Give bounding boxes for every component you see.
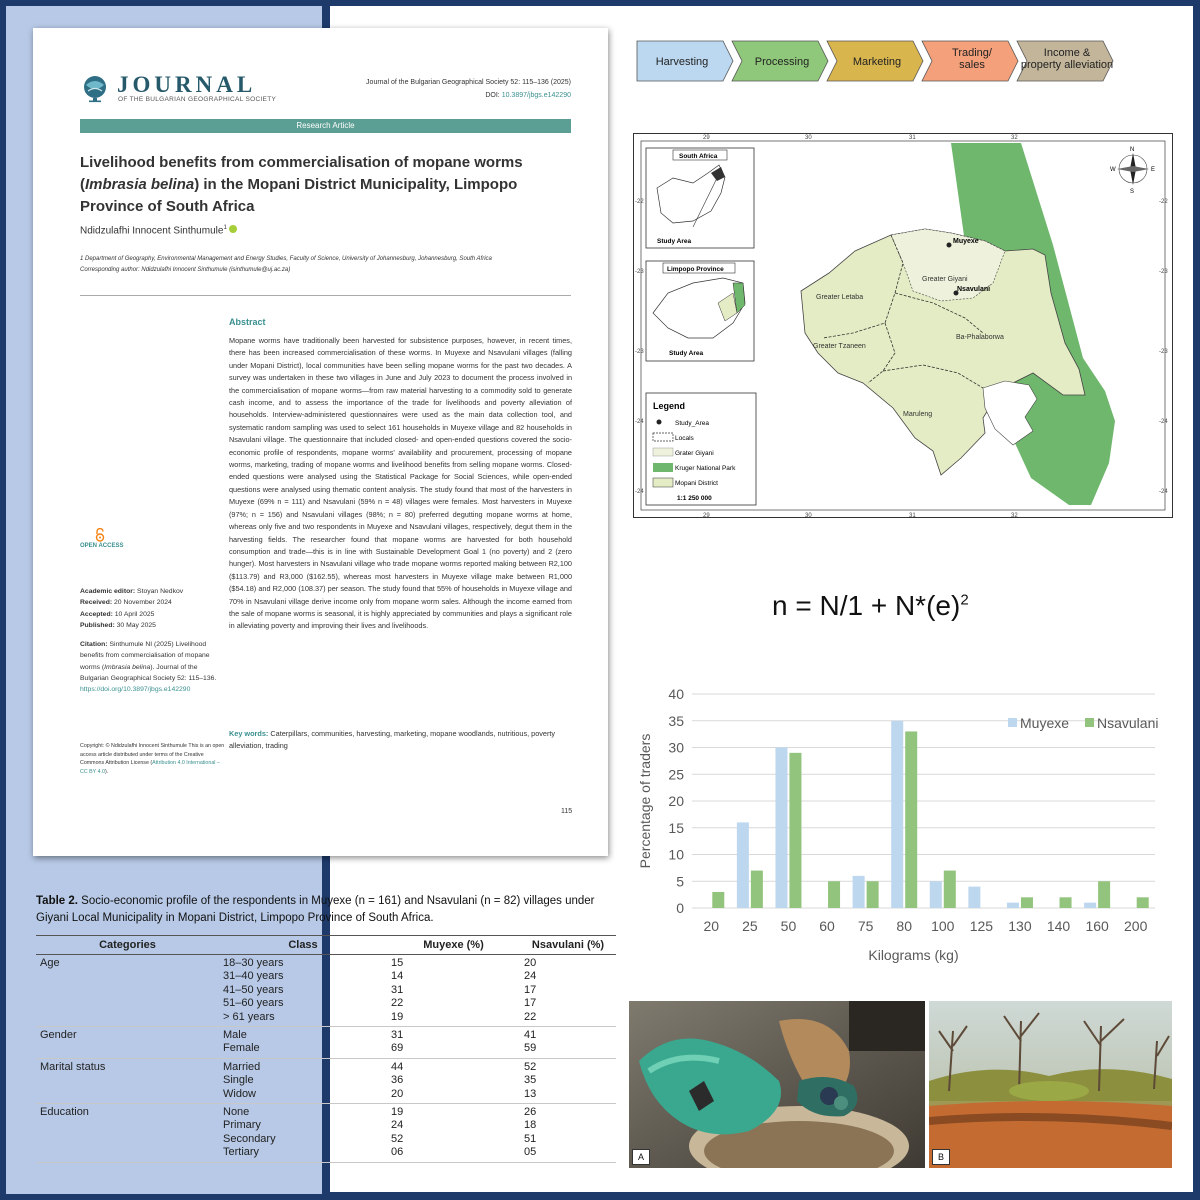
- class-cell-value: Male: [223, 1029, 247, 1042]
- study-site-muyexe-marker: [947, 243, 952, 248]
- muyexe-cell-value: 36: [391, 1074, 404, 1087]
- frame-border: [0, 0, 330, 6]
- place-label: Greater Giyani: [922, 276, 968, 283]
- lon-tick: 30: [805, 513, 812, 518]
- muyexe-cell-value: 44: [391, 1060, 404, 1073]
- title-text: ) in the Mopani District Municipality, Limpopo Province of South Africa: [80, 176, 518, 215]
- lat-tick: -24: [1159, 489, 1168, 495]
- legend-swatch: [1085, 718, 1094, 727]
- class-cell-value: Female: [223, 1042, 260, 1055]
- svg-text:S: S: [1130, 189, 1135, 195]
- nsavulani-cell-value: 17: [524, 983, 537, 996]
- muyexe-cell-value: 20: [391, 1087, 404, 1100]
- x-tick-label: 160: [1085, 918, 1109, 934]
- nsavulani-cell-value: 20: [524, 957, 537, 969]
- muyexe-cell-value: 31: [391, 1029, 404, 1042]
- flow-step-label: Marketing: [852, 56, 902, 68]
- globe-logo-icon: [80, 73, 110, 103]
- meta-label: Published:: [80, 621, 115, 629]
- nsavulani-cell-value: 24: [524, 970, 537, 983]
- y-tick-label: 10: [668, 846, 684, 863]
- x-tick-label: 25: [742, 918, 758, 934]
- meta-value: 10 April 2025: [114, 610, 155, 618]
- copyright-text: ).: [104, 768, 109, 775]
- place-label: Greater Tzaneen: [813, 343, 866, 350]
- photo-mopane-woodland: [929, 1001, 1172, 1168]
- class-cell-value: 41–50 years: [223, 983, 284, 996]
- bar-muyexe: [891, 721, 903, 908]
- journal-name: JOURNAL: [117, 72, 257, 97]
- legend-label: Grater Giyani: [675, 450, 714, 457]
- table-row: [36, 1058, 616, 1103]
- meta-label: Citation:: [80, 641, 108, 649]
- muyexe-cell-value: 06: [391, 1146, 404, 1159]
- frame-border: [1193, 0, 1200, 1200]
- doi-link[interactable]: 10.3897/jbgs.e142290: [501, 92, 571, 99]
- journal-subname: OF THE BULGARIAN GEOGRAPHICAL SOCIETY: [118, 96, 277, 103]
- nsavulani-cell-value: 18: [524, 1119, 537, 1132]
- y-tick-label: 0: [676, 900, 684, 916]
- meta-value: 20 November 2024: [114, 599, 172, 607]
- keywords-text: Caterpillars, communities, harvesting, marketing, mopane woodlands, nutritious, poverty alleviation, trading: [229, 729, 556, 750]
- flow-step-label: sales: [959, 59, 985, 71]
- citation-text: ). Journal of the Bulgarian Geographical Society 52: 115–136.: [80, 663, 217, 683]
- copyright-text: Copyright: © Ndidzulafhi Innocent Sinthumule This is an open access article distributed under terms of the Creative Commons Attribution License (: [80, 743, 225, 766]
- class-cell-value: Secondary: [223, 1132, 276, 1145]
- muyexe-cell: [387, 1104, 520, 1163]
- inset-title: Limpopo Province: [667, 266, 724, 273]
- bar-muyexe: [737, 822, 749, 908]
- value-chain-flow: [636, 40, 1166, 82]
- class-cell-value: 51–60 years: [223, 997, 284, 1010]
- lat-tick: -24: [635, 489, 644, 495]
- class-cell-value: Tertiary: [223, 1146, 260, 1159]
- orcid-icon[interactable]: [229, 225, 237, 233]
- citation-link[interactable]: https://doi.org/10.3897/jbgs.e142290: [80, 686, 191, 694]
- table-header: Muyexe (%): [387, 936, 520, 955]
- license-link[interactable]: Attribution 4.0 International – CC BY 4.0: [80, 760, 220, 775]
- photo-label: A: [632, 1149, 650, 1165]
- lat-tick: -23: [1159, 269, 1168, 275]
- nsavulani-cell-value: 51: [524, 1132, 537, 1145]
- legend-kruger-swatch: [653, 463, 673, 472]
- table-caption-text: Socio-economic profile of the respondents in Muyexe (n = 161) and Nsavulani (n = 82) villages under Giyani Local Municipality in Mopani District, Limpopo Province of South Africa.: [36, 895, 595, 924]
- muyexe-cell: [387, 1058, 520, 1103]
- divider: [80, 295, 571, 296]
- y-tick-label: 5: [676, 873, 684, 890]
- lon-tick: 32: [1011, 135, 1018, 141]
- lon-tick: 30: [805, 135, 812, 141]
- lon-tick: 31: [909, 135, 916, 141]
- y-tick-label: 20: [668, 793, 684, 809]
- flow-step-label: Trading/: [952, 47, 992, 59]
- open-access-icon: [95, 528, 105, 542]
- legend-label: Mopani District: [675, 480, 718, 487]
- traders-bar-chart: [620, 678, 1180, 968]
- formula-exponent: 2: [960, 591, 969, 609]
- legend-label: Kruger National Park: [675, 465, 736, 472]
- inset-limpopo-province: [646, 261, 754, 361]
- lon-tick: 29: [703, 513, 710, 518]
- y-tick-label: 30: [668, 739, 684, 756]
- bar-nsavulani: [1098, 881, 1110, 908]
- bar-muyexe: [853, 876, 865, 908]
- photo-degutting-worms: [629, 1001, 925, 1168]
- title-text: Livelihood benefits from commercialisation of mopane worms (: [80, 154, 523, 193]
- nsavulani-cell-value: 52: [524, 1060, 537, 1073]
- citation-text: Sinthumule NI (2025) Livelihood benefits from commercialisation of mopane worms (: [80, 641, 210, 671]
- citation-header: [366, 76, 571, 102]
- class-cell: [219, 1058, 387, 1103]
- muyexe-cell-value: 22: [391, 997, 404, 1010]
- citation-species: Imbrasia belina: [104, 663, 151, 671]
- muyexe-cell-value: 31: [391, 983, 404, 996]
- map-legend: [646, 393, 756, 505]
- meta-value: 30 May 2025: [116, 621, 156, 629]
- bar-nsavulani: [751, 871, 763, 908]
- title-species: Imbrasia belina: [85, 176, 195, 193]
- photo-a-image: [629, 1001, 925, 1168]
- nsavulani-cell-value: 59: [524, 1042, 537, 1055]
- legend-label: Nsavulani: [1097, 715, 1159, 731]
- class-cell: [219, 1104, 387, 1163]
- nsavulani-cell-value: 13: [524, 1087, 537, 1100]
- class-cell-value: Single: [223, 1074, 254, 1087]
- place-label: Maruleng: [903, 411, 933, 418]
- legend-label: Muyexe: [1020, 715, 1070, 731]
- legend-study-area-swatch: [657, 420, 662, 425]
- corresponding-author: Corresponding author: Ndidzulafhi Innocent Sinthumule (isinthumule@uj.ac.za): [80, 267, 291, 273]
- bar-nsavulani: [944, 871, 956, 908]
- doi-label: DOI:: [485, 92, 500, 99]
- nsavulani-cell-value: 17: [524, 997, 537, 1010]
- inset-study-area-label: Study Area: [669, 350, 704, 357]
- legend-swatch: [1008, 718, 1017, 727]
- table-row: [36, 1104, 616, 1163]
- author-name[interactable]: [80, 225, 237, 236]
- page-number: 115: [561, 808, 573, 815]
- table-header: Nsavulani (%): [520, 936, 616, 955]
- class-cell: [219, 1027, 387, 1059]
- bar-muyexe: [968, 887, 980, 908]
- nsavulani-cell: [520, 1058, 616, 1103]
- bar-nsavulani: [1060, 897, 1072, 908]
- inset-south-africa: [646, 148, 754, 248]
- muyexe-cell-value: 14: [391, 970, 404, 983]
- article-type-bar: Research Article: [80, 119, 571, 133]
- bar-muyexe: [930, 881, 942, 908]
- muyexe-cell-value: 19: [391, 1010, 404, 1023]
- x-tick-label: 50: [780, 918, 797, 934]
- svg-text:E: E: [1151, 167, 1156, 173]
- svg-text:W: W: [1110, 167, 1116, 173]
- bar-nsavulani: [1137, 897, 1149, 908]
- x-tick-label: 125: [969, 918, 994, 934]
- bar-muyexe: [1007, 903, 1019, 908]
- bar-nsavulani: [828, 881, 840, 908]
- svg-text:N: N: [1130, 147, 1135, 153]
- y-axis-label: Percentage of traders: [637, 733, 653, 869]
- table-row: [36, 955, 616, 1027]
- paper-first-page: [33, 28, 608, 856]
- bar-nsavulani: [789, 753, 801, 908]
- lat-tick: -23: [1159, 349, 1168, 355]
- muyexe-cell: [387, 1027, 520, 1059]
- nsavulani-cell-value: 26: [524, 1106, 537, 1119]
- open-access-label: OPEN ACCESS: [80, 543, 124, 549]
- nsavulani-cell-value: 22: [524, 1010, 537, 1023]
- bar-nsavulani: [867, 881, 879, 908]
- place-label: Greater Letaba: [816, 294, 864, 301]
- muyexe-cell-value: 52: [391, 1132, 404, 1145]
- class-cell-value: Married: [223, 1060, 261, 1073]
- y-tick-label: 25: [668, 766, 684, 783]
- abstract-text: Mopane worms have traditionally been harvested for subsistence purposes, however, in recent times, there has been increased commercialisation of these worms. In Muyexe and Nsavulani villages (falling under Mopani District), local communities have been selling mopane worms for the past two decades. A survey was undertaken in these two villages in June and July 2023 to document the process involved in the commercialisation of mopane worms—from raw material harvesting to a commodity sold to generate cash income, and to assess the importance of the trade for livelihoods and poverty alleviation of households. Interview-administered questionnaires were used as the main data collection tool, and systematic random sampling was used to select 161 households in Muyexe village and 82 households in Nsavulani village. The questionnaire that included closed- and open-ended questions covered the socio-economic profile of respondents, mopane worms' availability and procurement, processing of mopane worms, marketing, trading of mopane worms and livelihood benefits from selling mopane worms. Closed-ended questions were analysed using the Statistical Package for Social Sciences, while open-ended questions were analysed using thematic content analysis. The study found that most of the harvesters in Muyexe (69% n = 111) and Nsavulani (59% n = 48) villages were females. Most harvesters in Muyexe (97%; n = 156) and Nsavulani villages (98%; n = 80) preferred degutting mopane worms at home, whereas only five and two respondents in Muyexe and Nsavulani villages, respectively, degut them in the harvesting fields. The researcher found that mopane worms are harvested for both household consumption and trade—this is in line with Sustainable Development Goal 1 (no poverty) and 2 (zero hunger). Most harvesters in Nsavulani village who trade mopane worms reported making between R2,100 ($113.79) and R3,000 ($162.55), whereas most harvesters in Muyexe village make between R1,000 ($54.18) and R2,000 (108.37) per season. The study found that 55% of households in Muyexe village and 70% in Nsavulani village derive income only from mopane worm sales. Although the income earned from the sale of mopane worms is seasonal, it is highly appreciated by communities and plays a significant role in alleviating poverty and improving their lives and livelihoods.: [229, 336, 572, 631]
- formula-text: n = N/1 + N*(e): [772, 590, 961, 621]
- x-tick-label: 200: [1124, 918, 1148, 934]
- nsavulani-cell-value: 41: [524, 1029, 537, 1042]
- table-header: Class: [219, 936, 387, 955]
- lat-tick: -24: [635, 419, 644, 425]
- class-cell-value: 18–30 years: [223, 957, 284, 969]
- meta-label: Academic editor:: [80, 588, 136, 595]
- y-tick-label: 35: [668, 712, 684, 729]
- y-tick-label: 40: [668, 686, 684, 702]
- bar-muyexe: [1084, 903, 1096, 908]
- bar-nsavulani: [712, 892, 724, 908]
- frame-border: [330, 1192, 1200, 1200]
- paper-title: [80, 152, 580, 218]
- flow-step-label: Income &: [1043, 47, 1091, 59]
- map-scale: 1:1 250 000: [677, 495, 712, 502]
- category-cell: Marital status: [36, 1058, 219, 1103]
- class-cell-value: 31–40 years: [223, 970, 284, 983]
- x-tick-label: 75: [857, 918, 874, 934]
- class-cell-value: > 61 years: [223, 1010, 275, 1023]
- meta-label: Received:: [80, 599, 113, 607]
- table-row: [36, 1027, 616, 1059]
- copyright: [80, 742, 228, 776]
- meta-label: Accepted:: [80, 610, 113, 618]
- legend-mopani-swatch: [653, 478, 673, 487]
- x-axis-label: Kilograms (kg): [868, 947, 959, 963]
- study-area-map: [633, 133, 1173, 518]
- citation-line: Journal of the Bulgarian Geographical Society 52: 115–136 (2025): [366, 79, 571, 86]
- x-tick-label: 20: [703, 918, 720, 934]
- x-tick-label: 140: [1046, 918, 1071, 934]
- legend-giyani-swatch: [653, 448, 673, 456]
- nsavulani-cell: [520, 1027, 616, 1059]
- frame-border: [330, 0, 1200, 6]
- table-header: Categories: [36, 936, 219, 955]
- lat-tick: -22: [635, 199, 644, 205]
- lat-tick: -22: [1159, 199, 1168, 205]
- sample-size-formula: [772, 590, 969, 622]
- muyexe-cell-value: 24: [391, 1119, 404, 1132]
- author-text: Ndidzulafhi Innocent Sinthumule: [80, 225, 224, 237]
- muyexe-cell-value: 19: [391, 1106, 404, 1119]
- x-tick-label: 100: [931, 918, 955, 934]
- photo-label: B: [932, 1149, 950, 1165]
- lat-tick: -24: [1159, 419, 1168, 425]
- abstract-heading: Abstract: [229, 317, 266, 327]
- place-label: Muyexe: [953, 238, 979, 245]
- class-cell-value: Primary: [223, 1119, 261, 1132]
- keywords-label: Key words:: [229, 729, 269, 738]
- muyexe-cell: [387, 955, 520, 1027]
- lat-tick: -23: [635, 349, 644, 355]
- affiliation-text: 1 Department of Geography, Environmental Management and Energy Studies, Faculty of Science, University of Johannesburg, Johannesburg, South Africa: [80, 256, 492, 262]
- table-caption: [36, 893, 622, 927]
- keywords: [229, 728, 572, 752]
- place-label: Nsavulani: [957, 286, 991, 293]
- author-sup: 1: [223, 225, 227, 231]
- legend-title: Legend: [653, 401, 686, 411]
- category-cell: Gender: [36, 1027, 219, 1059]
- muyexe-cell-value: 15: [391, 957, 404, 969]
- nsavulani-cell-value: 05: [524, 1146, 537, 1159]
- lat-tick: -23: [635, 269, 644, 275]
- lon-tick: 31: [909, 513, 916, 518]
- photo-b-image: [929, 1001, 1172, 1168]
- category-cell: Education: [36, 1104, 219, 1163]
- bar-nsavulani: [1021, 897, 1033, 908]
- class-cell-value: None: [223, 1106, 250, 1119]
- socio-economic-table: [36, 935, 616, 1163]
- flow-step-label: property alleviation: [1020, 59, 1114, 71]
- lon-tick: 29: [703, 135, 710, 141]
- table-caption-label: Table 2.: [36, 895, 78, 907]
- place-label: Ba-Phalaborwa: [956, 334, 1004, 341]
- bar-muyexe: [775, 748, 787, 909]
- nsavulani-cell: [520, 955, 616, 1027]
- category-cell: Age: [36, 955, 219, 1027]
- nsavulani-cell-value: 35: [524, 1074, 537, 1087]
- meta-value: Stoyan Nedkov: [137, 588, 184, 595]
- inset-title: South Africa: [679, 153, 718, 160]
- legend-label: Locals: [675, 435, 694, 442]
- y-tick-label: 15: [668, 819, 684, 836]
- flow-step-label: Harvesting: [655, 56, 709, 68]
- frame-border: [0, 1194, 330, 1200]
- x-tick-label: 60: [819, 918, 835, 934]
- lon-tick: 32: [1011, 513, 1018, 518]
- x-tick-label: 80: [896, 918, 912, 934]
- legend-label: Study_Area: [675, 420, 709, 427]
- flow-step-label: Processing: [754, 56, 810, 68]
- inset-study-area-label: Study Area: [657, 238, 692, 245]
- frame-border: [0, 0, 6, 1200]
- bar-nsavulani: [905, 731, 917, 908]
- nsavulani-cell: [520, 1104, 616, 1163]
- class-cell: [219, 955, 387, 1027]
- x-tick-label: 130: [1008, 918, 1032, 934]
- muyexe-cell-value: 69: [391, 1042, 404, 1055]
- class-cell-value: Widow: [223, 1087, 257, 1100]
- affiliation: [80, 254, 570, 276]
- legend-locals-swatch: [653, 433, 673, 441]
- article-metadata: [80, 586, 220, 696]
